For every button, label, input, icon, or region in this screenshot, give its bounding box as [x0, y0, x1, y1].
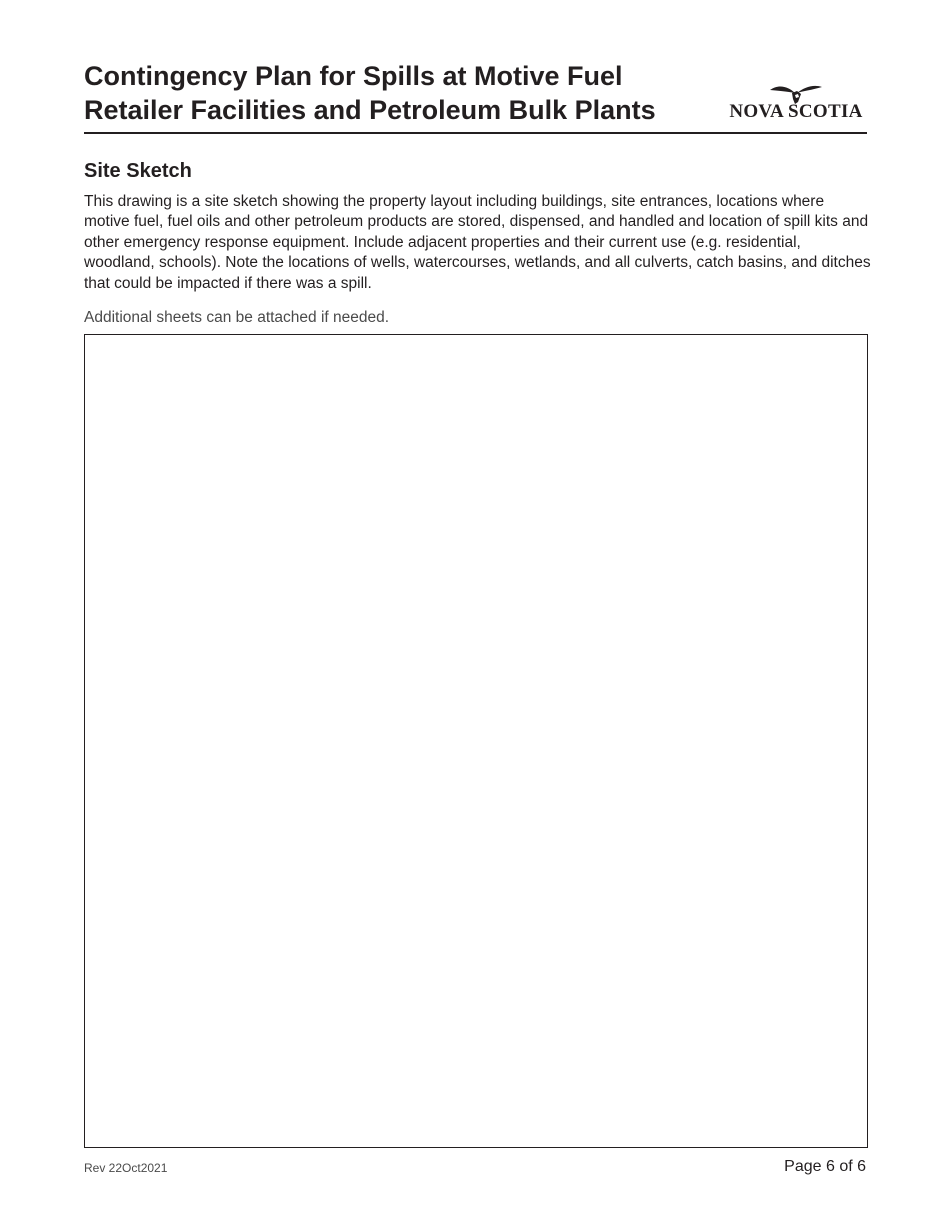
revision-label: Rev 22Oct2021: [84, 1161, 168, 1175]
header-divider: [84, 132, 867, 134]
additional-sheets-note: Additional sheets can be attached if needed.: [84, 309, 390, 326]
page-number: Page 6 of 6: [784, 1158, 866, 1175]
nova-scotia-logo: [724, 82, 868, 122]
sketch-instructions: This drawing is a site sketch showing the property layout including buildings, site entrances, locations where motive fuel, fuel oils and other petroleum products are stored, dispensed, and handled and location of spill kits and other emergency response equipment. Include adjacent properties and their current use (e.g. residential, woodland, schools). Note the locations of wells, watercourses, wetlands, and all culverts, catch basins, and ditches that could be impacted if there was a spill.: [84, 193, 871, 292]
title-line-2: Retailer Facilities and Petroleum Bulk Plants: [84, 95, 656, 125]
section-heading: Site Sketch: [84, 160, 192, 182]
logo-wordmark: NOVA SCOTIA: [729, 101, 863, 122]
site-sketch-drawing-area[interactable]: [84, 334, 868, 1148]
title-line-1: Contingency Plan for Spills at Motive Fuel: [84, 61, 623, 91]
document-title: [84, 59, 704, 127]
